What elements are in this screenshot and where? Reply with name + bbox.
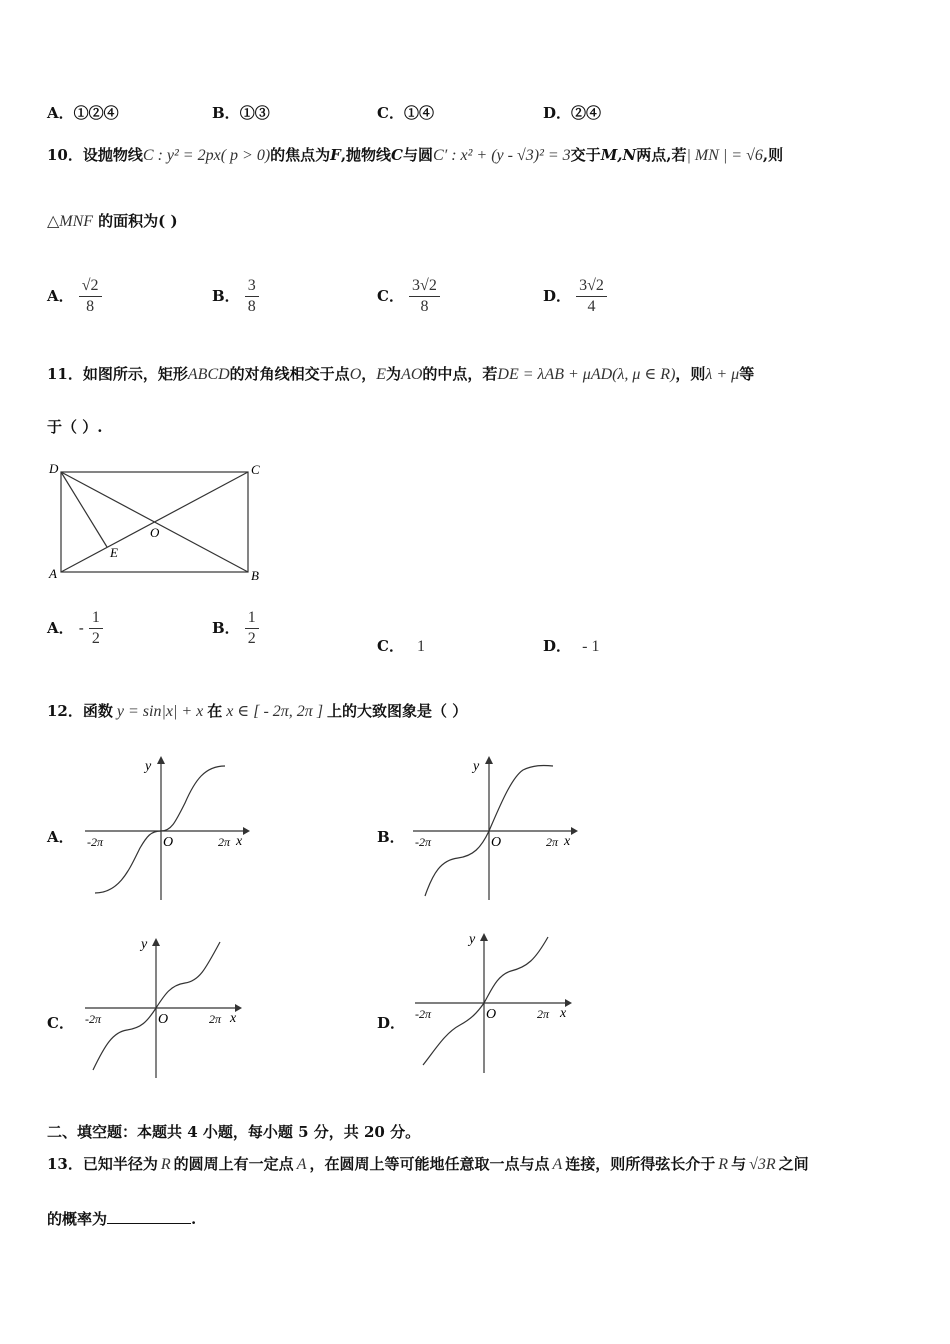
q11-option-c: C． 1 (377, 637, 426, 655)
x-axis-arrow (243, 827, 250, 835)
origin-label: O (158, 1012, 169, 1027)
q9-option-b: B．①③ (212, 104, 270, 122)
origin-label: O (163, 835, 174, 850)
q12-option-a-label: A． (47, 828, 74, 846)
q12-graph-a (75, 748, 255, 908)
neg-2pi-label: -2π (87, 835, 104, 849)
y-label: y (473, 759, 480, 774)
q11-stem-line2: 于（ ）. (47, 418, 103, 436)
q12-graph-d (405, 925, 585, 1080)
label-o: O (150, 525, 160, 540)
q9-option-c: C．①④ (377, 104, 434, 122)
q12-stem: 12．函数 y = sin|x| + x 在 x ∈ [ - 2π, 2π ] 上的大致图象是（ ） (47, 702, 468, 720)
y-label: y (469, 932, 476, 947)
q12-graph-b (403, 748, 583, 908)
curve-d (423, 937, 548, 1065)
q11-stem: 11．如图所示，矩形ABCD的对角线相交于点O，E为AO的中点，若DE = λAB + μAD(λ, μ ∈ R)，则λ + μ等 (47, 365, 755, 383)
q13-stem: 13．已知半径为 R 的圆周上有一定点 A ，在圆周上等可能地任意取一点与点 A 连接，则所得弦长介于 R 与 √3R 之间 (47, 1155, 809, 1173)
pos-2pi-label: 2π (209, 1012, 222, 1026)
q10-option-c: C． $\frac{3√2}{8}$ (377, 276, 440, 317)
rectangle-figure (40, 455, 275, 590)
q12-option-c-label: C． (47, 1014, 74, 1032)
q10-stem: 10．设抛物线C : y² = 2px( p > 0)的焦点为F,抛物线C与圆C′ : x² + (y - √3)² = 3交于M,N两点,若| MN | = √6,则 (47, 146, 784, 164)
label-b: B (251, 568, 259, 583)
x-label: x (236, 834, 243, 849)
y-axis-arrow (152, 938, 160, 946)
origin-label: O (486, 1007, 497, 1022)
section-fill-in-heading: 二、填空题：本题共 4 小题，每小题 5 分，共 20 分。 (47, 1123, 421, 1141)
q9-option-d: D．②④ (543, 104, 602, 122)
x-axis-arrow (571, 827, 578, 835)
neg-2pi-label: -2π (415, 835, 432, 849)
y-label: y (145, 759, 152, 774)
label-e: E (110, 545, 118, 560)
pos-2pi-label: 2π (537, 1007, 550, 1021)
q12-option-d-label: D． (377, 1014, 406, 1032)
q10-stem-line2: △MNF 的面积为( ) (47, 212, 178, 230)
q11-option-b: B． $\frac{1}{2}$ (212, 608, 259, 649)
segment-de (61, 472, 107, 547)
q10-option-b: B． $\frac{3}{8}$ (212, 276, 259, 317)
answer-blank[interactable] (107, 1209, 191, 1224)
q10-option-a: A． $\frac{√2}{8}$ (47, 276, 102, 317)
curve-a (95, 766, 225, 893)
q10-option-d: D． $\frac{3√2}{4}$ (543, 276, 607, 317)
label-d: D (49, 461, 59, 476)
neg-2pi-label: -2π (85, 1012, 102, 1026)
x-label: x (564, 834, 571, 849)
q9-option-a: A．①②④ (47, 104, 119, 122)
y-axis-arrow (480, 933, 488, 941)
q11-option-d: D． - 1 (543, 637, 600, 655)
pos-2pi-label: 2π (218, 835, 231, 849)
y-label: y (141, 937, 148, 952)
x-label: x (560, 1006, 567, 1021)
label-a: A (49, 566, 57, 581)
q12-option-b-label: B． (377, 828, 405, 846)
y-axis-arrow (157, 756, 165, 764)
q12-graph-c (75, 930, 255, 1085)
y-axis-arrow (485, 756, 493, 764)
x-label: x (230, 1011, 237, 1026)
origin-label: O (491, 835, 502, 850)
q13-stem-line2: 的概率为 . (47, 1210, 197, 1228)
label-c: C (251, 462, 260, 477)
neg-2pi-label: -2π (415, 1007, 432, 1021)
pos-2pi-label: 2π (546, 835, 559, 849)
q11-option-a: A． - $\frac{1}{2}$ (47, 608, 103, 649)
